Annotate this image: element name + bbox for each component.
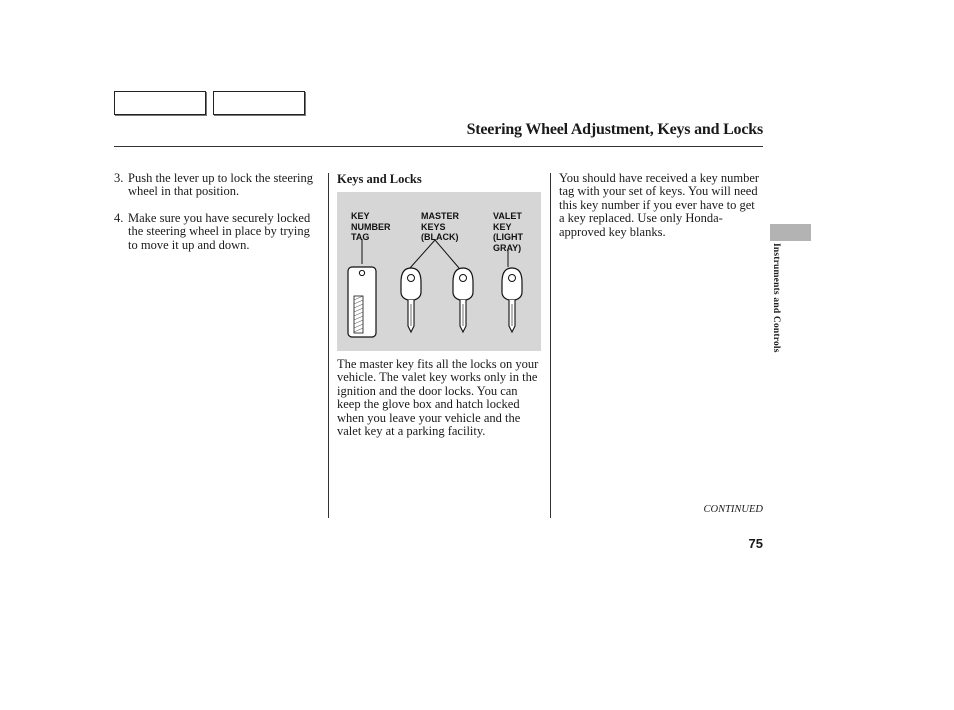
keys-drawing bbox=[337, 192, 541, 351]
master-key-icon bbox=[453, 268, 473, 332]
nav-button-index[interactable] bbox=[213, 91, 305, 115]
continued-label: CONTINUED bbox=[703, 504, 763, 515]
key-number-tag-icon bbox=[348, 267, 376, 337]
master-key-paragraph: The master key fits all the locks on your vehicle. The valet key works only in the ignition and the door locks. You can keep the glove box and hatch locked when you leave your vehicle and the valet key at a parking facility. bbox=[337, 357, 539, 439]
valet-key-label: VALET KEY (LIGHT GRAY) bbox=[493, 211, 523, 253]
list-item bbox=[114, 212, 320, 252]
column-divider-right bbox=[550, 173, 551, 518]
step-text: Push the lever up to lock the steering wheel in that position. bbox=[128, 171, 314, 199]
master-key-icon bbox=[401, 268, 421, 332]
valet-key-icon bbox=[502, 268, 522, 332]
section-label: Instruments and Controls bbox=[771, 243, 781, 353]
key-number-paragraph: You should have received a key number tag with your set of keys. You will need this key number if you ever have to get a key replaced. Use only Honda-approved key blanks. bbox=[559, 171, 760, 239]
step-number: 3. bbox=[114, 171, 124, 185]
nav-button-contents[interactable] bbox=[114, 91, 206, 115]
keys-illustration bbox=[337, 192, 541, 351]
list-item bbox=[114, 172, 320, 199]
master-keys-label: MASTER KEYS (BLACK) bbox=[421, 211, 459, 242]
key-tag-label: KEY NUMBER TAG bbox=[351, 211, 391, 242]
master-keys-pointer bbox=[410, 240, 459, 268]
step-text: Make sure you have securely locked the steering wheel in place by trying to move it up and down. bbox=[128, 210, 311, 252]
column-divider-left bbox=[328, 173, 329, 518]
section-heading: Keys and Locks bbox=[337, 172, 422, 186]
step-number: 4. bbox=[114, 210, 124, 225]
title-divider bbox=[114, 146, 763, 147]
page-number: 75 bbox=[748, 536, 763, 551]
page-title: Steering Wheel Adjustment, Keys and Locks bbox=[466, 121, 763, 138]
steps-list bbox=[114, 172, 320, 265]
section-tab[interactable] bbox=[770, 224, 811, 241]
